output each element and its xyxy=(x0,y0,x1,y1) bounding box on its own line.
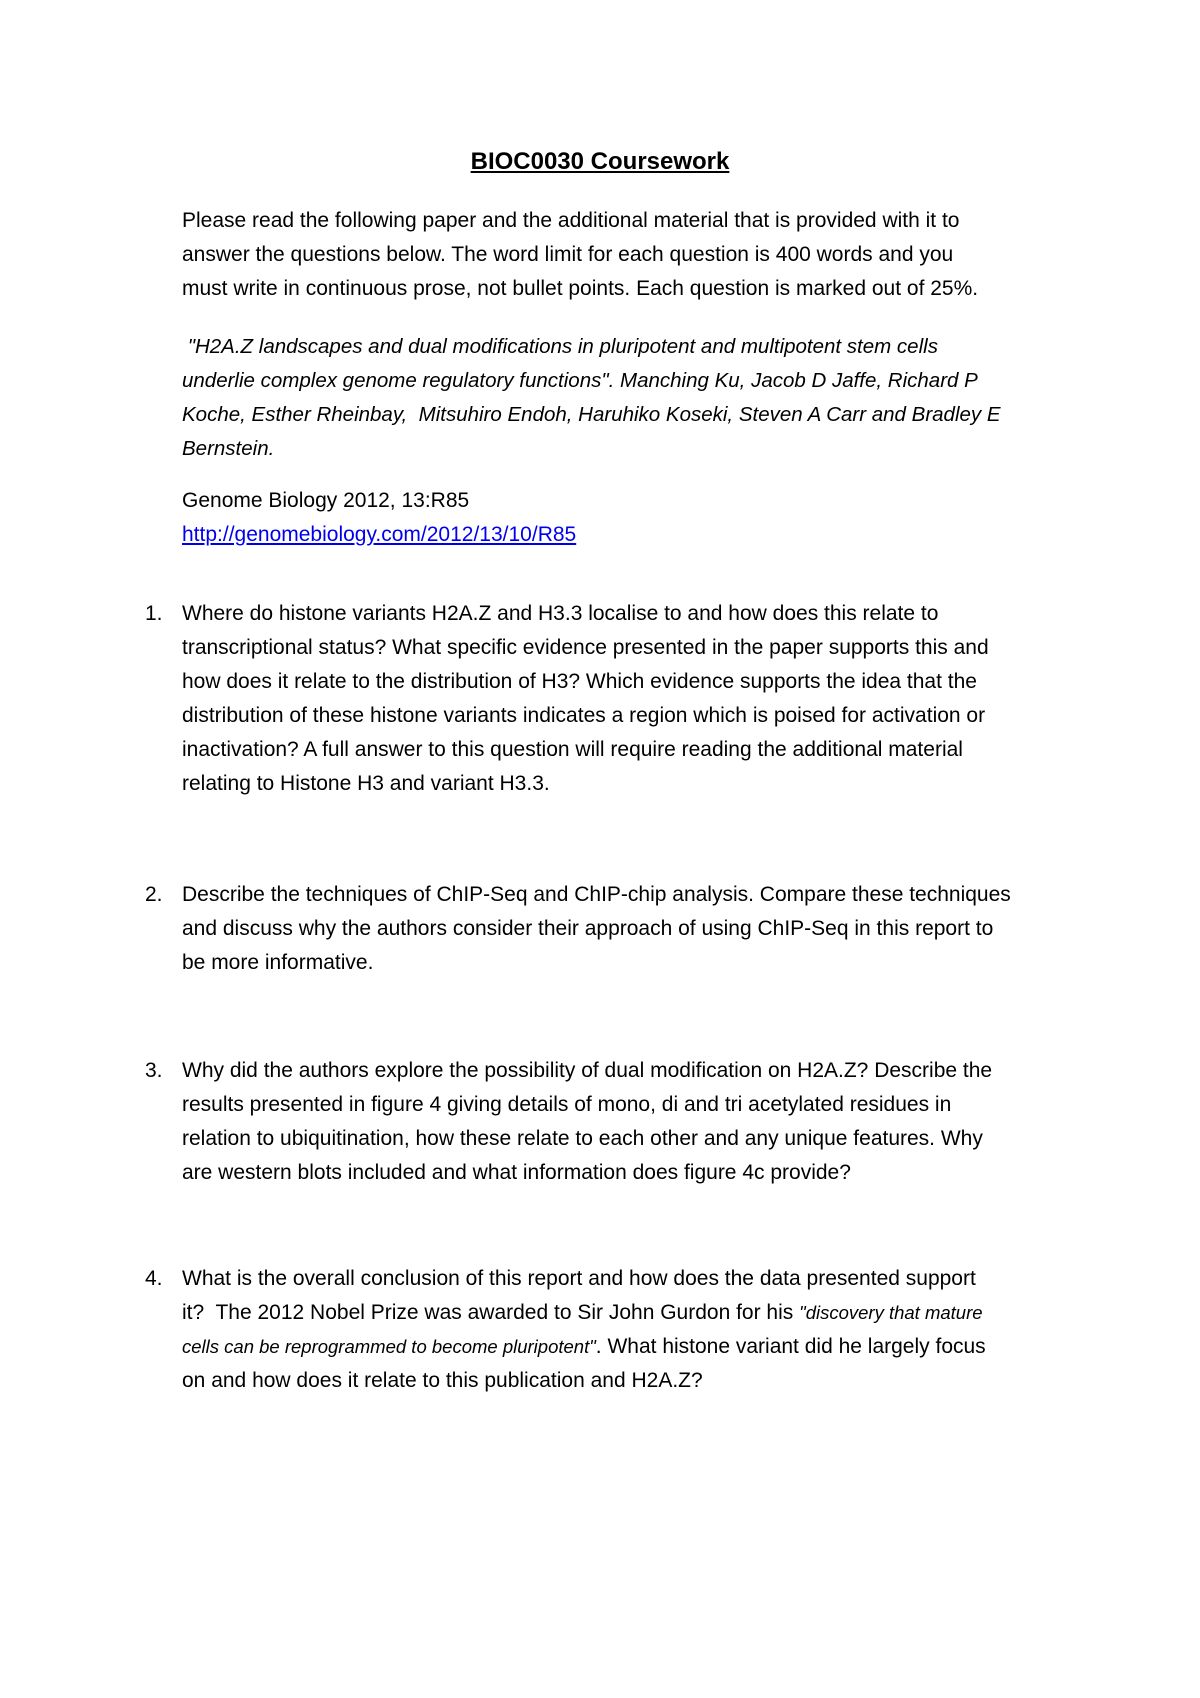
intro-paragraph xyxy=(182,204,1082,306)
nobel-quote: "discovery that mature xyxy=(799,1302,983,1323)
citation-line: Koche, Esther Rheinbay, Mitsuhiro Endoh, Haruhiko Koseki, Steven A Carr and Bradley E xyxy=(182,403,1001,426)
question-line: on and how does it relate to this publication and H2A.Z? xyxy=(182,1369,703,1392)
question-line: Where do histone variants H2A.Z and H3.3 localise to and how does this relate to xyxy=(182,602,939,625)
question-line: transcriptional status? What specific evidence presented in the paper supports this and xyxy=(182,636,989,659)
intro-line: Please read the following paper and the additional material that is provided with it to xyxy=(182,209,960,232)
question-1 xyxy=(145,597,1090,801)
intro-line: must write in continuous prose, not bullet points. Each question is marked out of 25%. xyxy=(182,277,979,300)
question-line: are western blots included and what information does figure 4c provide? xyxy=(182,1161,851,1184)
question-text xyxy=(182,1054,1090,1190)
question-line: What is the overall conclusion of this report and how does the data presented support xyxy=(182,1267,976,1290)
question-number: 1. xyxy=(145,602,163,625)
question-line: inactivation? A full answer to this question will require reading the additional material xyxy=(182,738,963,761)
question-text-part: . What histone variant did he largely focus xyxy=(595,1335,986,1358)
question-line: how does it relate to the distribution of H3? Which evidence supports the idea that the xyxy=(182,670,977,693)
question-line: relation to ubiquitination, how these relate to each other and any unique features. Why xyxy=(182,1127,983,1150)
question-line: relating to Histone H3 and variant H3.3. xyxy=(182,772,550,795)
question-number: 2. xyxy=(145,883,163,906)
paper-citation xyxy=(182,330,1082,466)
intro-line: answer the questions below. The word limit for each question is 400 words and you xyxy=(182,243,954,266)
question-line: Describe the techniques of ChIP-Seq and ChIP-chip analysis. Compare these techniques xyxy=(182,883,1011,906)
question-line xyxy=(182,1330,1090,1364)
journal-reference xyxy=(182,484,1082,552)
question-line xyxy=(182,1296,1090,1330)
question-line: and discuss why the authors consider their approach of using ChIP-Seq in this report to xyxy=(182,917,994,940)
question-line: be more informative. xyxy=(182,951,374,974)
question-text xyxy=(182,1262,1090,1398)
document-title: BIOC0030 Coursework xyxy=(470,148,730,175)
question-line: results presented in figure 4 giving details of mono, di and tri acetylated residues in xyxy=(182,1093,952,1116)
paper-link[interactable]: http://genomebiology.com/2012/13/10/R85 xyxy=(182,523,577,546)
question-number: 4. xyxy=(145,1267,163,1290)
question-line: Why did the authors explore the possibility of dual modification on H2A.Z? Describe the xyxy=(182,1059,993,1082)
question-4 xyxy=(145,1262,1090,1398)
citation-line: underlie complex genome regulatory functions". Manching Ku, Jacob D Jaffe, Richard P xyxy=(182,369,978,392)
question-2 xyxy=(145,878,1090,980)
question-text xyxy=(182,597,1090,801)
citation-line: "H2A.Z landscapes and dual modifications in pluripotent and multipotent stem cells xyxy=(182,335,938,358)
journal-name: Genome Biology 2012, 13:R85 xyxy=(182,489,470,512)
question-text xyxy=(182,878,1090,980)
question-3 xyxy=(145,1054,1090,1190)
question-line: distribution of these histone variants indicates a region which is poised for activation or xyxy=(182,704,986,727)
question-text-part: it? The 2012 Nobel Prize was awarded to Sir John Gurdon for his xyxy=(182,1301,800,1324)
question-number: 3. xyxy=(145,1059,163,1082)
citation-line: Bernstein. xyxy=(182,437,275,460)
nobel-quote: cells can be reprogrammed to become pluripotent" xyxy=(182,1336,596,1357)
